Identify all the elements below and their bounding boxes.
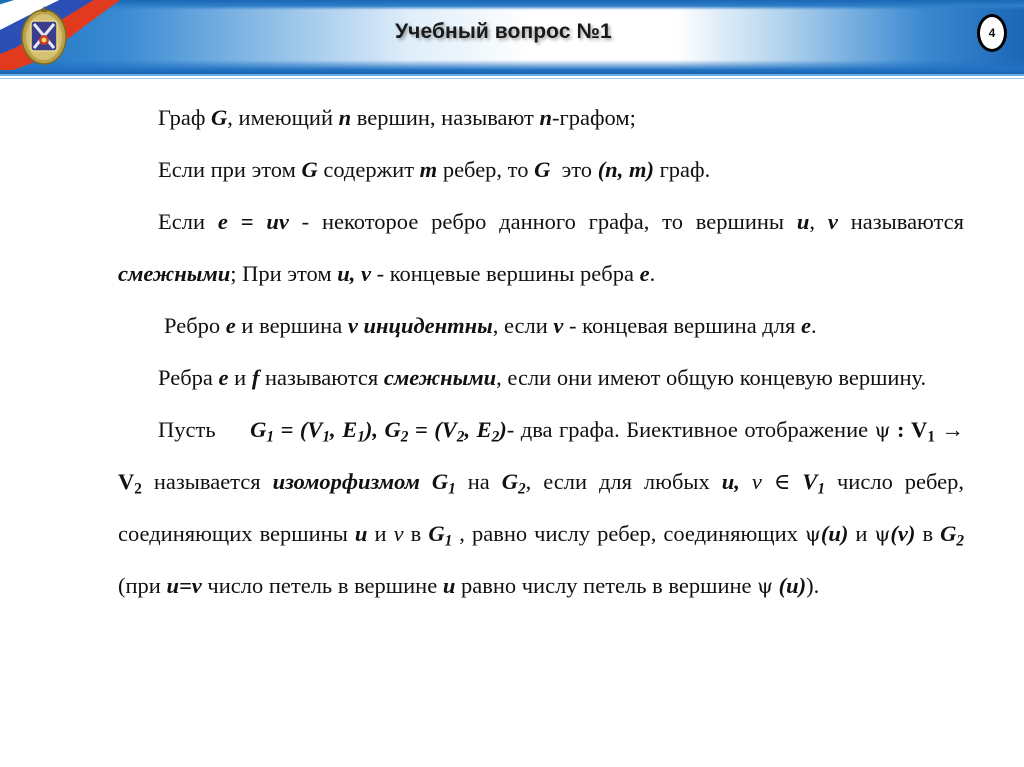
page-number-badge: [977, 14, 1007, 52]
math-expr: u,: [721, 469, 752, 494]
slide-body: [118, 92, 964, 612]
text-run: и: [228, 365, 252, 390]
math-var: u: [796, 209, 810, 234]
text-run: и: [848, 521, 875, 546]
subscript: 2: [456, 428, 465, 446]
subscript: 1: [357, 428, 365, 446]
term-emphasis: смежными: [118, 261, 231, 286]
header-bottom-band: [0, 60, 1024, 74]
text-run: ребер, то: [437, 157, 535, 182]
text-run: Ребра: [158, 365, 219, 390]
subscript: 2: [491, 428, 500, 446]
math-expr: ): [499, 417, 507, 442]
text-run: в: [915, 521, 941, 546]
math-var: G: [250, 417, 267, 442]
math-expr: u=v: [166, 573, 202, 598]
psi-symbol: ψ: [804, 522, 821, 546]
paragraph-nm-graph-definition: [118, 144, 964, 196]
math-expr: (n, m): [597, 157, 654, 182]
subscript: 1: [927, 428, 935, 446]
math-var: v: [393, 521, 404, 546]
text-run: и: [367, 521, 394, 546]
term-emphasis: инцидентны: [363, 313, 493, 338]
paragraph-adjacent-edges: [118, 352, 964, 404]
math-expr: (v): [890, 521, 916, 546]
math-var: e: [639, 261, 650, 286]
text-run: число ребер, соединяющих вершины: [118, 469, 965, 546]
math-var: e: [800, 313, 811, 338]
psi-symbol: ψ: [874, 418, 891, 442]
text-run: в: [403, 521, 429, 546]
math-expr: ),: [364, 417, 385, 442]
military-emblem-icon: [20, 4, 68, 66]
subscript: 1: [266, 428, 275, 446]
subscript: 2: [956, 532, 965, 550]
subscript: 2: [134, 480, 142, 498]
math-var: u: [442, 573, 456, 598]
text-run: граф.: [653, 157, 711, 182]
math-expr: , E: [464, 417, 492, 442]
text-run: .: [810, 313, 817, 338]
math-var: v: [751, 469, 762, 494]
psi-symbol: ψ: [757, 574, 774, 598]
text-run: Пусть: [158, 417, 223, 442]
math-var: v: [827, 209, 838, 234]
paragraph-adjacent-vertices: [118, 196, 964, 300]
math-var: G: [301, 157, 318, 182]
math-var: e: [225, 313, 236, 338]
math-expr: = (V: [408, 417, 457, 442]
text-run: - концевая вершина для: [563, 313, 801, 338]
text-run: -графом;: [552, 105, 636, 130]
paragraph-n-graph-definition: [118, 92, 964, 144]
math-var: v: [347, 313, 358, 338]
math-var: n: [539, 105, 552, 130]
text-run: , если: [492, 313, 554, 338]
subscript: 1: [444, 532, 453, 550]
math-expr: (u): [820, 521, 849, 546]
text-run: Если при этом: [158, 157, 302, 182]
psi-symbol: ψ: [874, 522, 891, 546]
subscript: 2: [400, 428, 409, 446]
math-var: u: [354, 521, 368, 546]
text-run: Граф: [158, 105, 212, 130]
text-run: вершин, называют: [351, 105, 540, 130]
text-run: , если для любых: [525, 469, 722, 494]
text-run: число петель в вершине: [201, 573, 443, 598]
math-var: V: [802, 469, 818, 494]
subscript: 2: [517, 480, 526, 498]
text-run: это: [550, 157, 598, 182]
header-divider-thin: [0, 78, 1024, 79]
page-number: 4: [988, 26, 996, 40]
term-emphasis: смежными: [383, 365, 497, 390]
math-var: e: [218, 365, 229, 390]
math-var: G: [534, 157, 551, 182]
subscript: 1: [817, 480, 826, 498]
text-run: [420, 469, 432, 494]
math-var: G: [428, 521, 445, 546]
text-run: и вершина: [235, 313, 348, 338]
text-run: называется: [141, 469, 273, 494]
text-run: Ребро: [164, 313, 226, 338]
math-var: n: [338, 105, 352, 130]
math-expr: , E: [330, 417, 358, 442]
slide-header: [0, 0, 1024, 74]
paragraph-incident: [118, 300, 964, 352]
text-run: , равно числу ребер, соединяющих: [452, 521, 805, 546]
text-run: Если: [158, 209, 218, 234]
paragraph-isomorphism: [118, 404, 964, 612]
text-run: - концевые вершины ребра: [370, 261, 640, 286]
slide-title: Учебный вопрос №1: [395, 20, 612, 43]
subscript: 1: [448, 480, 456, 498]
text-run: (при: [118, 573, 167, 598]
math-expr: → V: [118, 417, 964, 494]
math-var: G: [211, 105, 228, 130]
text-run: равно числу петель в вершине: [455, 573, 758, 598]
math-var: G: [384, 417, 401, 442]
term-emphasis: изоморфизмом: [272, 469, 420, 494]
text-run: ; При этом: [230, 261, 338, 286]
math-var: f: [251, 365, 260, 390]
text-run: на: [455, 469, 502, 494]
math-var: G: [431, 469, 449, 494]
math-expr: = (V: [274, 417, 323, 442]
text-run: , имеющий: [227, 105, 339, 130]
math-expr: : V: [890, 417, 928, 442]
math-var: G: [940, 521, 957, 546]
text-run: .: [649, 261, 656, 286]
text-run: , если они имеют общую концевую вершину.: [496, 365, 927, 390]
text-run: содержит: [317, 157, 420, 182]
math-var: v: [553, 313, 564, 338]
math-expr: e = uv: [217, 209, 289, 234]
math-expr: u, v: [337, 261, 371, 286]
math-var: m: [419, 157, 438, 182]
text-run: ∈: [761, 469, 803, 494]
text-run: называются: [837, 209, 965, 234]
math-var: G: [501, 469, 518, 494]
text-run: называются: [259, 365, 384, 390]
math-expr: (u): [778, 573, 807, 598]
text-run: ,: [809, 209, 828, 234]
text-run: - некоторое ребро данного графа, то вершины: [288, 209, 797, 234]
header-top-band: [0, 0, 1024, 10]
text-run: - два графа. Биективное отображение: [506, 417, 875, 442]
text-run: ).: [806, 573, 820, 598]
subscript: 1: [322, 428, 331, 446]
